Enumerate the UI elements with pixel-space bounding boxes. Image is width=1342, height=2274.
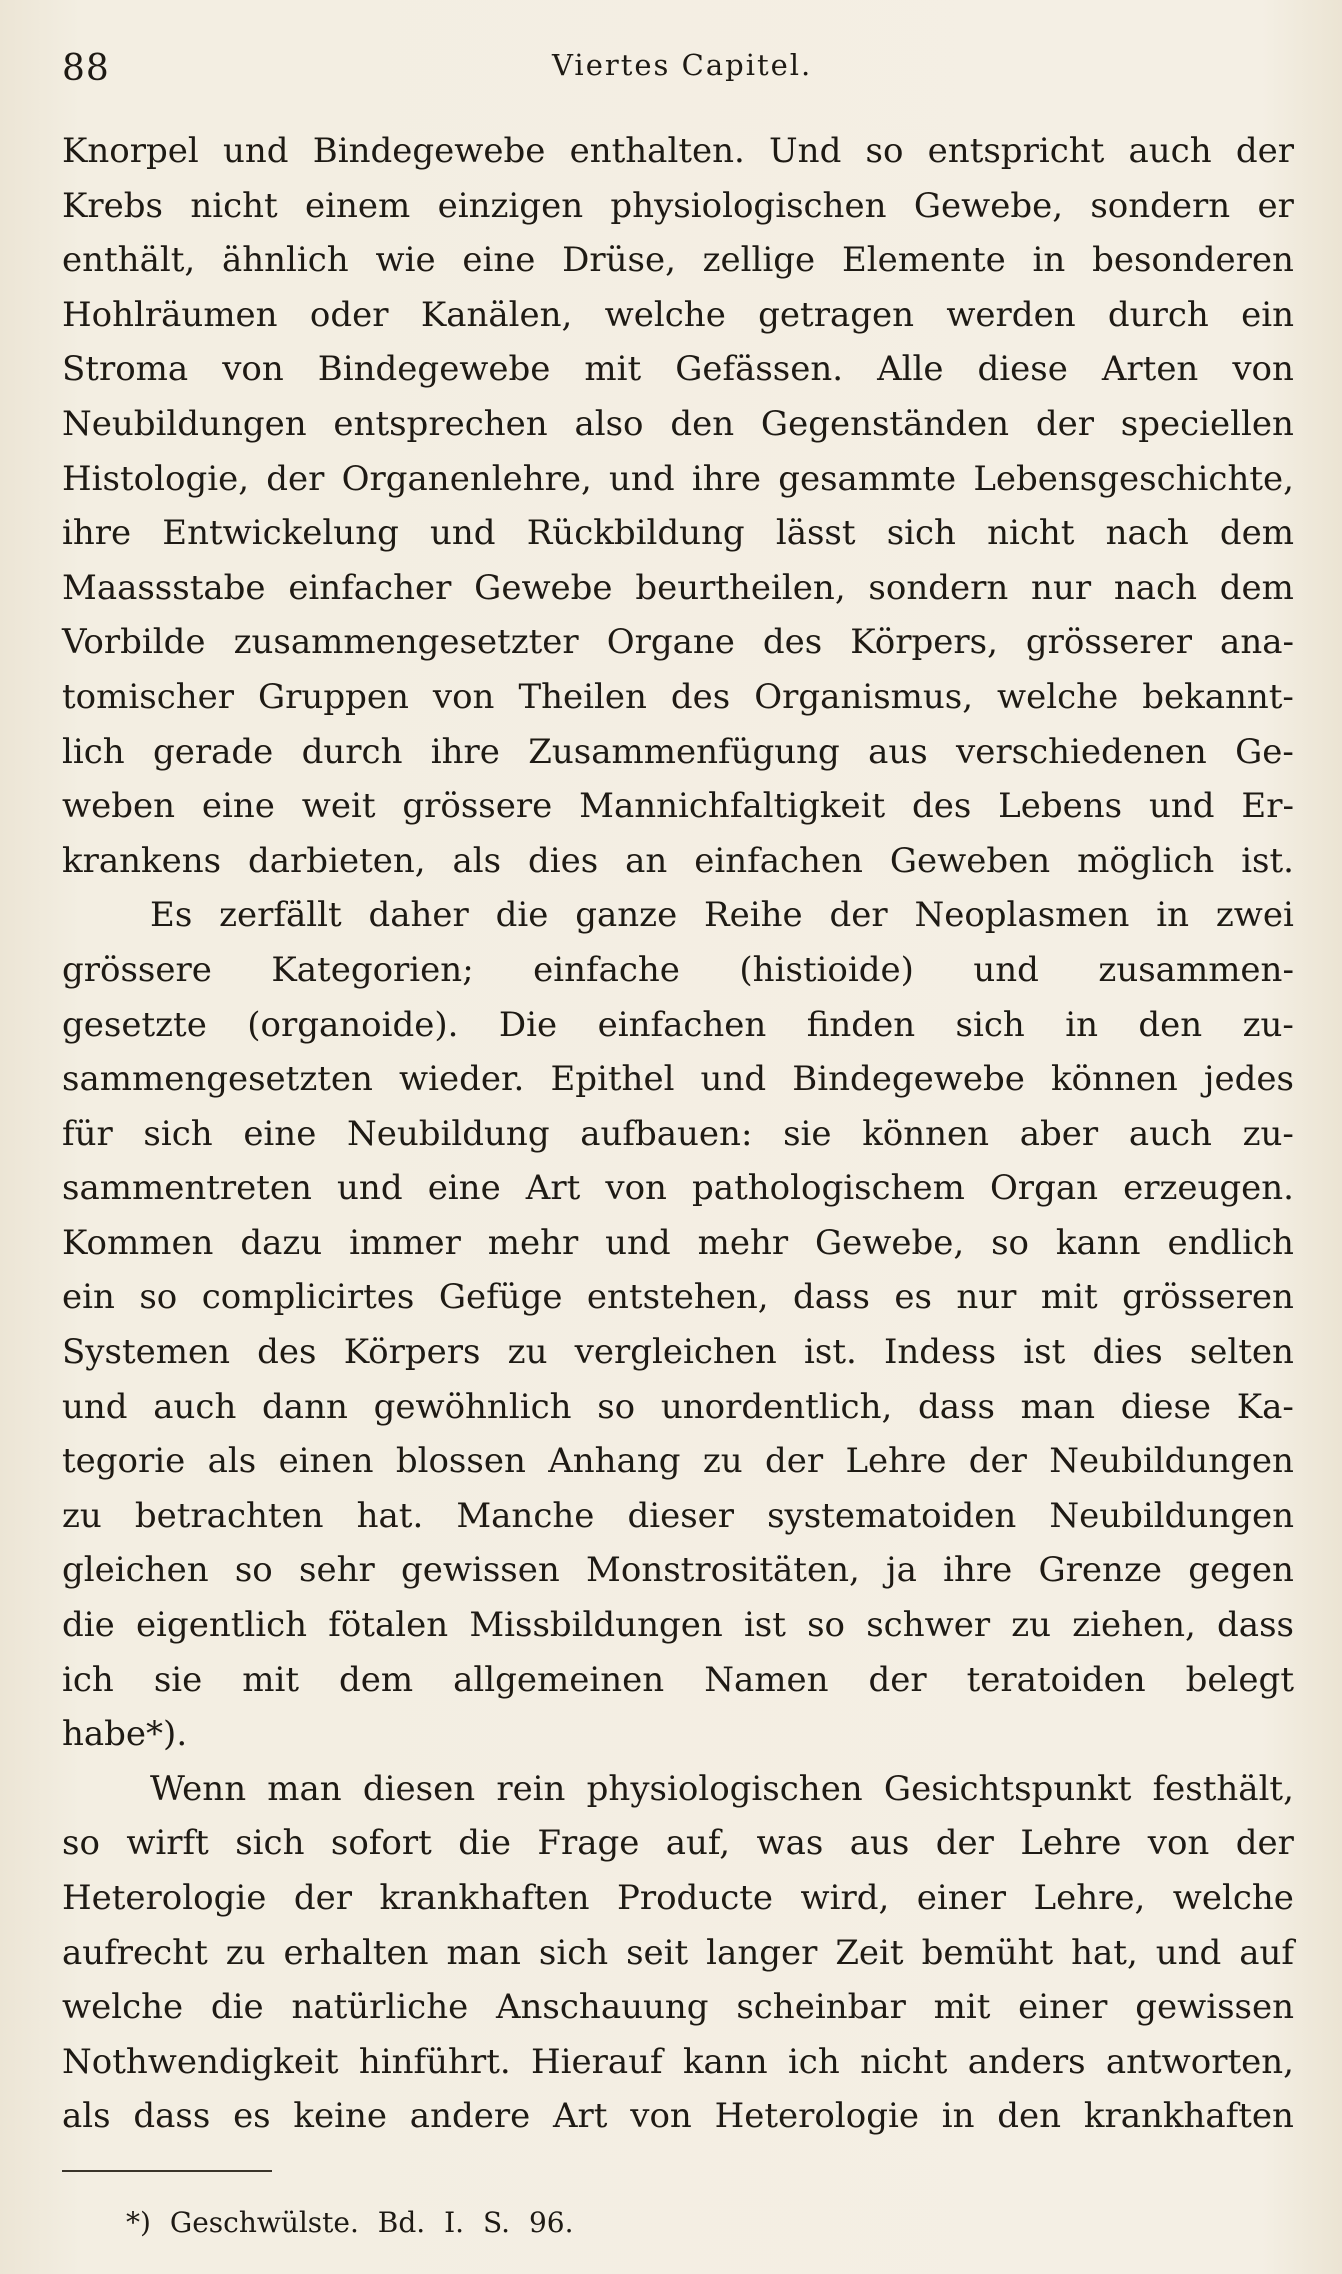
text-line: so wirft sich sofort die Frage auf, was aus der Lehre von der [62,1823,1294,1864]
text-line: ich sie mit dem allgemeinen Namen der teratoiden belegt [62,1659,1294,1700]
text-line: Stroma von Bindegewebe mit Gefässen. Alle diese Arten von [62,349,1294,390]
text-line: zu betrachten hat. Manche dieser systematoiden Neubildungen [62,1495,1294,1536]
text-line: Nothwendigkeit hinführt. Hierauf kann ich nicht anders antworten, [62,2041,1294,2082]
text-line: Neubildungen entsprechen also den Gegenständen der speciellen [62,403,1294,444]
text-line: ein so complicirtes Gefüge entstehen, dass es nur mit grösseren [62,1277,1294,1318]
page-header [62,48,1292,98]
text-line: Es zerfällt daher die ganze Reihe der Neoplasmen in zwei [150,895,1294,936]
footnote-rule [62,2170,272,2172]
text-line: Histologie, der Organenlehre, und ihre gesammte Lebensgeschichte, [62,458,1294,499]
text-line: weben eine weit grössere Mannichfaltigkeit des Lebens und Er- [62,786,1294,827]
text-line: lich gerade durch ihre Zusammenfügung aus verschiedenen Ge- [62,731,1294,772]
text-line: Wenn man diesen rein physiologischen Gesichtspunkt festhält, [150,1768,1294,1809]
text-line: welche die natürliche Anschauung scheinbar mit einer gewissen [62,1987,1294,2028]
text-line: Kommen dazu immer mehr und mehr Gewebe, so kann endlich [62,1222,1294,1263]
text-line: tomischer Gruppen von Theilen des Organismus, welche bekannt- [62,676,1294,717]
text-line: Systemen des Körpers zu vergleichen ist. Indess ist dies selten [62,1332,1294,1373]
text-line: Krebs nicht einem einzigen physiologischen Gewebe, sondern er [62,185,1294,226]
text-line: ihre Entwickelung und Rückbildung lässt sich nicht nach dem [62,513,1294,554]
text-line: Hohlräumen oder Kanälen, welche getragen werden durch ein [62,294,1294,335]
text-line: grössere Kategorien; einfache (histioide) und zusammen- [62,949,1294,990]
footnote: *) Geschwülste. Bd. I. S. 96. [126,2206,574,2239]
text-line: als dass es keine andere Art von Heterologie in den krankhaften [62,2096,1294,2137]
text-line: enthält, ähnlich wie eine Drüse, zellige Elemente in besonderen [62,240,1294,281]
text-line: Knorpel und Bindegewebe enthalten. Und so entspricht auch der [62,131,1294,171]
running-head: Viertes Capitel. [552,48,813,82]
page-number: 88 [62,48,110,89]
body-text [62,124,1294,2144]
text-line: krankens darbieten, als dies an einfachen Geweben möglich ist. [62,840,1294,881]
text-line: die eigentlich fötalen Missbildungen ist so schwer zu ziehen, dass [62,1605,1294,1646]
text-line: für sich eine Neubildung aufbauen: sie können aber auch zu- [62,1113,1294,1154]
text-line: aufrecht zu erhalten man sich seit langer Zeit bemüht hat, und auf [62,1932,1294,1973]
text-line: tegorie als einen blossen Anhang zu der Lehre der Neubildungen [62,1441,1294,1482]
text-line: Maassstabe einfacher Gewebe beurtheilen, sondern nur nach dem [62,567,1294,608]
text-line: gesetzte (organoide). Die einfachen finden sich in den zu- [62,1004,1294,1045]
text-line: Heterologie der krankhaften Producte wird, einer Lehre, welche [62,1878,1294,1918]
text-line: und auch dann gewöhnlich so unordentlich, dass man diese Ka- [62,1386,1294,1427]
text-line: Vorbilde zusammengesetzter Organe des Körpers, grösserer ana- [62,622,1294,663]
text-line: gleichen so sehr gewissen Monstrositäten, ja ihre Grenze gegen [62,1550,1294,1591]
text-line: habe*). [62,1714,188,1755]
text-line: sammentreten und eine Art von pathologischem Organ erzeugen. [62,1168,1294,1209]
text-line: sammengesetzten wieder. Epithel und Bindegewebe können jedes [62,1059,1294,1100]
